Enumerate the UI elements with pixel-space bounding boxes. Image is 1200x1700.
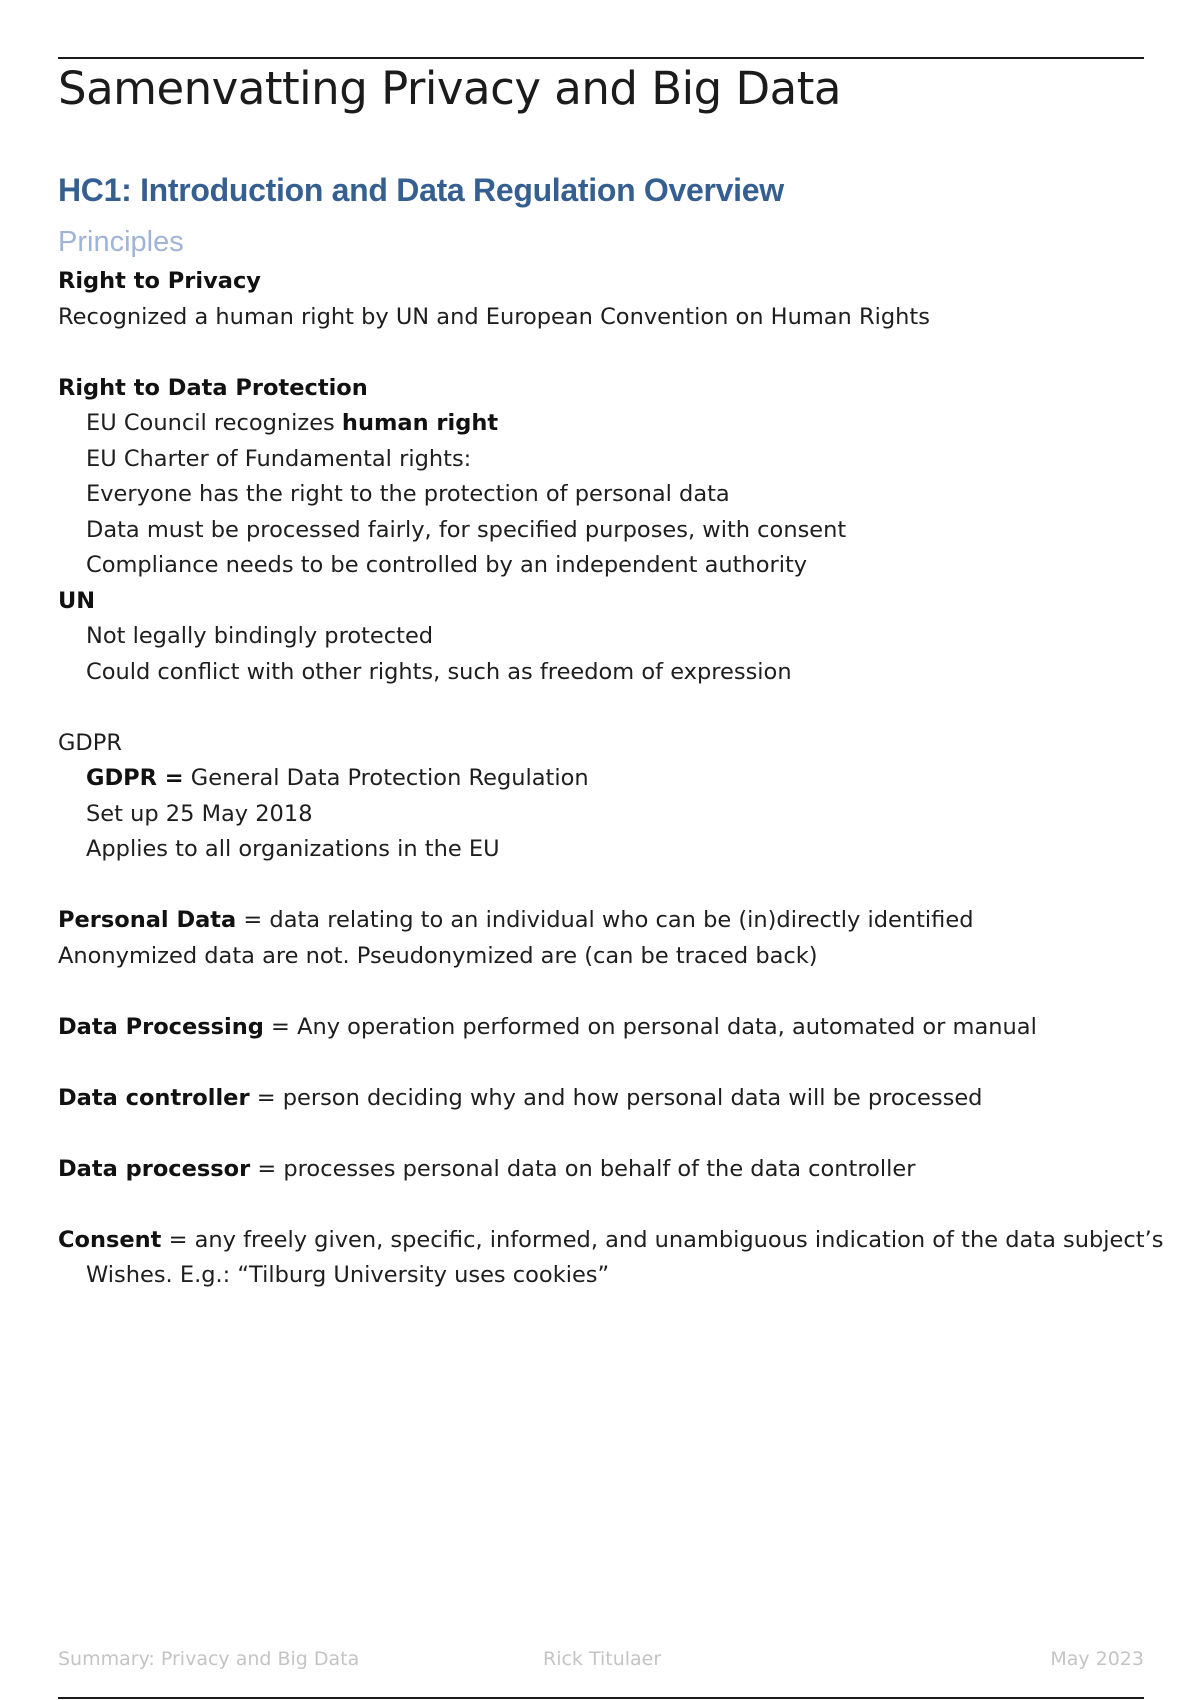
spacer [58, 335, 1144, 371]
consent-continuation: Wishes. E.g.: “Tilburg University uses cookies” [86, 1262, 610, 1288]
eu-council-line: EU Council recognizes human right [86, 410, 499, 436]
right-to-privacy-term: Right to Privacy [58, 268, 261, 294]
footer-author: Rick Titulaer [543, 1648, 662, 1670]
heading-hc1: HC1: Introduction and Data Regulation Overview [58, 172, 784, 208]
list-item: Data must be processed fairly, for specified purposes, with consent [86, 516, 847, 543]
un-term: UN [58, 587, 96, 614]
document-body [58, 264, 1164, 1294]
consent-definition: Consent = any freely given, specific, informed, and unambiguous indication of the data subject’s [58, 1226, 1164, 1253]
right-to-data-protection-term: Right to Data Protection [58, 374, 368, 401]
data-controller-definition: Data controller = person deciding why and how personal data will be processed [58, 1084, 983, 1111]
gdpr-label: GDPR [58, 729, 122, 756]
list-item: Set up 25 May 2018 [86, 800, 313, 827]
right-to-privacy-text: Recognized a human right by UN and European Convention on Human Rights [58, 303, 930, 330]
list-item: Not legally bindingly protected [86, 623, 434, 649]
gdpr-definition: GDPR = General Data Protection Regulation [86, 765, 589, 791]
data-processor-definition: Data processor = processes personal data on behalf of the data controller [58, 1155, 916, 1182]
list-item: Everyone has the right to the protection of personal data [86, 481, 730, 507]
spacer [58, 690, 1144, 726]
spacer [58, 868, 1144, 904]
personal-data-note: Anonymized data are not. Pseudonymized are (can be traced back) [58, 942, 818, 969]
document-page [58, 0, 1164, 1700]
list-item: Could conflict with other rights, such as freedom of expression [86, 658, 792, 685]
list-item: Compliance needs to be controlled by an independent authority [86, 552, 808, 578]
list-item: Applies to all organizations in the EU [86, 836, 500, 862]
data-processing-definition: Data Processing = Any operation performed on personal data, automated or manual [58, 1013, 1037, 1040]
footer-document-name: Summary: Privacy and Big Data [58, 1648, 360, 1670]
list-item: EU Charter of Fundamental rights: [86, 445, 472, 472]
spacer [58, 1116, 1144, 1152]
bottom-rule [58, 1697, 1144, 1699]
footer-date: May 2023 [1050, 1648, 1144, 1670]
spacer [58, 1045, 1144, 1081]
spacer [58, 974, 1144, 1010]
document-title: Samenvatting Privacy and Big Data [58, 62, 841, 115]
heading-principles: Principles [58, 226, 184, 258]
top-rule [58, 57, 1144, 59]
spacer [58, 1187, 1144, 1223]
personal-data-definition: Personal Data = data relating to an individual who can be (in)directly identified [58, 907, 974, 933]
